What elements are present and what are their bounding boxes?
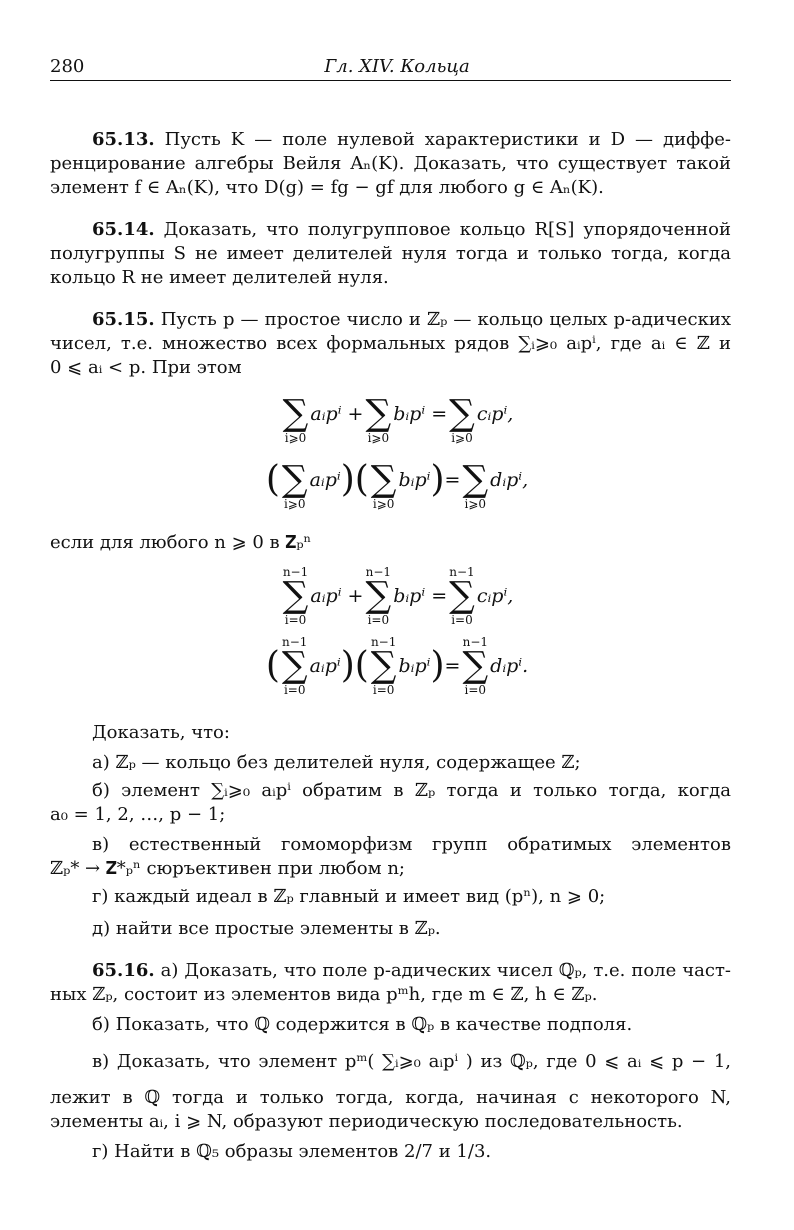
sum-upper-limit: n−1 [370,635,397,649]
summation [371,450,397,510]
sum-lower-limit: i⩾0 [284,431,307,445]
sigma-symbol: ∑ [282,393,309,434]
summation [462,450,488,510]
item-d: д) найти все простые элементы в ℤₚ. [92,918,441,939]
sum-lower-limit: i=0 [284,613,307,627]
item-a: а) ℤₚ — кольцо без делителей нуля, содержащее ℤ; [92,752,581,773]
item-b: б) Показать, что ℚ содержится в ℚₚ в качестве подполя. [92,1014,633,1035]
equation-term: = [444,655,461,677]
sigma-symbol: ∑ [449,393,475,434]
text-line: 0 ⩽ aᵢ < p. При этом [50,357,242,378]
text-line: a₀ = 1, 2, …, p − 1; [50,804,226,825]
problem-65-16-line [92,959,731,983]
sigma-symbol: ∑ [281,459,308,500]
parenthesis: ) [340,645,355,686]
equation [0,384,794,444]
equation-term: bᵢpⁱ = [393,403,448,425]
equation-term: aᵢpⁱ [309,655,341,677]
problem-number: 65.15. [92,309,155,330]
summation [449,566,475,626]
parenthesis: ) [340,459,355,500]
equation-term: aᵢpⁱ + [310,585,364,607]
text-line: полугруппы S не имеет делителей нуля тогда и только тогда, когда [50,243,731,264]
summation [371,636,397,696]
item-g: г) каждый идеал в ℤₚ главный и имеет вид (pⁿ), n ⩾ 0; [92,886,606,907]
parenthesis: ( [354,459,369,500]
problem-65-15-line [92,308,731,332]
parenthesis: ( [265,459,280,500]
summation [283,566,309,626]
summation [449,384,475,444]
sum-lower-limit: i⩾0 [283,497,306,511]
equation-term: cᵢpⁱ, [476,585,514,607]
sigma-symbol: ∑ [462,459,489,500]
sum-lower-limit: i=0 [283,683,306,697]
summation [282,450,308,510]
parenthesis: ) [430,459,445,500]
text-line: ренцирование алгебры Вейля Aₙ(K). Доказать, что существует такой [50,153,731,174]
sum-lower-limit: i=0 [372,683,395,697]
parenthesis: ( [354,645,369,686]
problem-65-13-line [92,128,731,152]
equation [0,636,794,696]
equation [0,566,794,626]
summation [365,384,391,444]
summation [283,384,309,444]
sum-lower-limit: i⩾0 [464,497,487,511]
sum-upper-limit: n−1 [365,565,392,579]
sigma-symbol: ∑ [365,393,392,434]
sigma-symbol: ∑ [462,645,489,686]
sum-upper-limit: n−1 [462,635,489,649]
equation-term: aᵢpⁱ [309,469,341,491]
sum-lower-limit: i=0 [451,613,473,627]
parenthesis: ) [430,645,445,686]
text: Пусть p — простое число и ℤₚ — кольцо целых p-адических [160,309,731,330]
sigma-symbol: ∑ [281,645,308,686]
text-line: если для любого n ⩾ 0 в 𝐙ₚⁿ [50,532,312,553]
text-line: чисел, т.е. множество всех формальных рядов ∑ᵢ⩾₀ aᵢpⁱ, где aᵢ ∈ ℤ и [50,333,731,354]
equation-term: bᵢpⁱ [398,655,431,677]
sigma-symbol: ∑ [282,575,309,616]
text: а) Доказать, что поле p-адических чисел ℚₚ, т.е. поле част- [160,960,731,981]
text-line: элемент f ∈ Aₙ(K), что D(g) = fg − gf для любого g ∈ Aₙ(K). [50,177,604,198]
item-b: б) элемент ∑ᵢ⩾₀ aᵢpⁱ обратим в ℤₚ тогда и только тогда, когда [92,780,731,801]
equation-term: bᵢpⁱ [398,469,431,491]
sigma-symbol: ∑ [365,575,392,616]
equation-term: cᵢpⁱ, [476,403,514,425]
sum-lower-limit: i⩾0 [372,497,395,511]
sum-upper-limit: n−1 [282,635,308,649]
equation-term: aᵢpⁱ + [310,403,364,425]
header-rule [50,80,731,81]
equation-term: dᵢpⁱ. [490,655,529,677]
equation-term: dᵢpⁱ, [490,469,529,491]
text-line: элементы aᵢ, i ⩾ N, образуют периодическую последовательность. [50,1111,683,1132]
parenthesis: ( [265,645,280,686]
problem-number: 65.13. [92,129,155,150]
text-line: кольцо R не имеет делителей нуля. [50,267,389,288]
page-number: 280 [50,56,85,77]
sum-upper-limit: n−1 [282,565,309,579]
running-header: Гл. XIV. Кольца [324,56,470,77]
problem-number: 65.16. [92,960,155,981]
summation [462,636,488,696]
sum-lower-limit: i⩾0 [367,431,390,445]
sigma-symbol: ∑ [370,459,397,500]
equation-term: bᵢpⁱ = [393,585,448,607]
sum-lower-limit: i=0 [464,683,487,697]
sigma-symbol: ∑ [449,575,475,616]
sum-lower-limit: i⩾0 [451,431,473,445]
summation [365,566,391,626]
item-v: в) естественный гомоморфизм групп обратимых элементов [92,834,731,855]
item-v: в) Доказать, что элемент pᵐ( ∑ᵢ⩾₀ aᵢpⁱ ) из ℚₚ, где 0 ⩽ aᵢ ⩽ p − 1, [92,1051,731,1072]
problem-65-14-line [92,218,731,242]
equation [0,450,794,510]
text-line: ℤₚ* → 𝐙*ₚⁿ сюръективен при любом n; [50,858,406,879]
equation-term: = [444,469,461,491]
sum-upper-limit: n−1 [449,565,475,579]
text-line: лежит в ℚ тогда и только тогда, когда, начиная с некоторого N, [50,1087,731,1108]
problem-number: 65.14. [92,219,155,240]
sigma-symbol: ∑ [370,645,397,686]
summation [282,636,308,696]
sum-lower-limit: i=0 [367,613,390,627]
item-g: г) Найти в ℚ₅ образы элементов 2/7 и 1/3. [92,1141,492,1162]
text-line: Доказать, что: [92,722,230,743]
text: Пусть K — поле нулевой характеристики и D — диффе- [164,129,731,150]
text: Доказать, что полугрупповое кольцо R[S] упорядоченной [163,219,731,240]
text-line: ных ℤₚ, состоит из элементов вида pᵐh, где m ∈ ℤ, h ∈ ℤₚ. [50,984,598,1005]
